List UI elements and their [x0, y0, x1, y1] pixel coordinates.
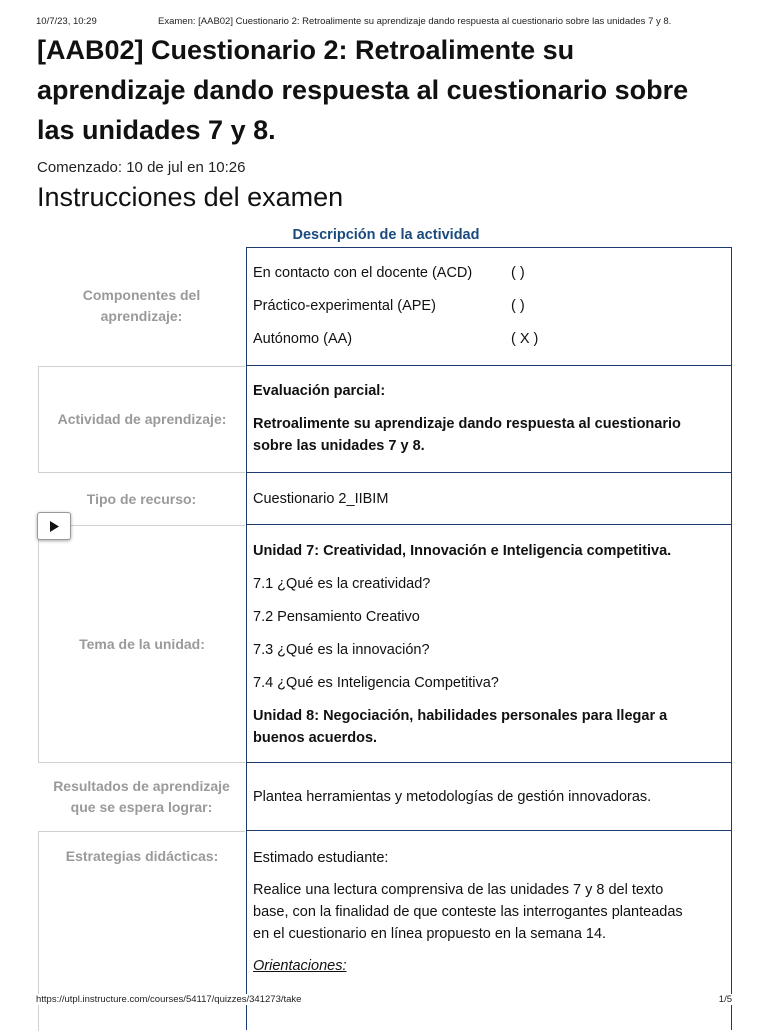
strategies-paragraph-line: Realice una lectura comprensiva de las unidades 7 y 8 del texto: [253, 882, 664, 898]
strategies-paragraph: [253, 879, 719, 945]
description-header: [246, 227, 732, 243]
activity-text: [253, 413, 719, 457]
components-label-line: aprendizaje:: [100, 308, 183, 324]
activity-text-line: Retroalimente su aprendizaje dando respuesta al cuestionario: [253, 416, 681, 432]
resource-value: Cuestionario 2_IIBIM: [253, 490, 389, 507]
component-name: Autónomo (AA): [253, 331, 353, 347]
strategies-label: Estrategias didácticas:: [38, 831, 245, 1031]
unit8-heading: [253, 705, 719, 749]
quiz-title-line: [AAB02] Cuestionario 2: Retroalimente su: [37, 35, 575, 65]
components-label: [38, 247, 245, 365]
component-name: Práctico-experimental (APE): [253, 298, 436, 314]
topic-item: 7.2 Pensamiento Creativo: [253, 609, 420, 625]
print-timestamp: 10/7/23, 10:29: [36, 16, 97, 27]
topic-label: Tema de la unidad:: [38, 525, 245, 763]
instructions-heading: Instrucciones del examen: [37, 182, 344, 212]
outcomes-value: Plantea herramientas y metodologías de gestión innovadoras.: [253, 788, 652, 805]
outcomes-label-line: Resultados de aprendizaje: [53, 777, 230, 794]
play-icon: [49, 521, 59, 532]
component-mark-selected: ( X ): [511, 331, 539, 347]
outcomes-label: [38, 763, 245, 830]
description-header-label: Descripción de la actividad: [292, 227, 480, 243]
topic-item: 7.4 ¿Qué es Inteligencia Competitiva?: [253, 675, 499, 691]
activity-label: Actividad de aprendizaje:: [38, 366, 245, 473]
component-mark: ( ): [511, 298, 525, 314]
strategies-paragraph-line: en el cuestionario en línea propuesto en la semana 14.: [253, 926, 607, 942]
strategies-greeting: Estimado estudiante:: [253, 850, 389, 866]
activity-cell: [246, 365, 732, 473]
started-timestamp: Comenzado: 10 de jul en 10:26: [37, 159, 246, 176]
component-name: En contacto con el docente (ACD): [253, 265, 473, 281]
quiz-title: [37, 30, 737, 150]
components-cell: [246, 247, 732, 366]
quiz-title-line: aprendizaje dando respuesta al cuestionario sobre: [37, 75, 689, 105]
unit8-heading-line: buenos acuerdos.: [253, 730, 378, 746]
topic-item: 7.1 ¿Qué es la creatividad?: [253, 576, 431, 592]
outcomes-label-line: que se espera lograr:: [70, 798, 213, 815]
topic-cell: [246, 524, 732, 763]
strategies-paragraph-line: base, con la finalidad de que conteste las interrogantes planteadas: [253, 904, 683, 920]
resource-cell: [246, 472, 732, 525]
resource-label: Tipo de recurso:: [86, 490, 197, 507]
component-mark: ( ): [511, 265, 525, 281]
print-page-title: Examen: [AAB02] Cuestionario 2: Retroalimente su aprendizaje dando respuesta al cuestionario sobre las unidades 7 y 8.: [158, 16, 672, 27]
activity-heading: Evaluación parcial:: [253, 383, 386, 399]
strategies-cell: [246, 830, 732, 1030]
print-page-number: 1/5: [718, 994, 732, 1005]
print-header: [0, 14, 768, 28]
activity-text-line: sobre las unidades 7 y 8.: [253, 438, 425, 454]
unit8-heading-line: Unidad 8: Negociación, habilidades personales para llegar a: [253, 708, 668, 724]
topic-item: 7.3 ¿Qué es la innovación?: [253, 642, 430, 658]
play-button[interactable]: [37, 512, 71, 540]
print-url: https://utpl.instructure.com/courses/54117/quizzes/341273/take: [36, 994, 305, 1005]
outcomes-cell: [246, 762, 732, 831]
quiz-title-line: las unidades 7 y 8.: [37, 115, 276, 145]
unit7-heading: Unidad 7: Creatividad, Innovación e Inteligencia competitiva.: [253, 543, 672, 559]
orientations-heading: Orientaciones:: [253, 958, 347, 974]
components-label-line: Componentes del: [82, 287, 201, 303]
